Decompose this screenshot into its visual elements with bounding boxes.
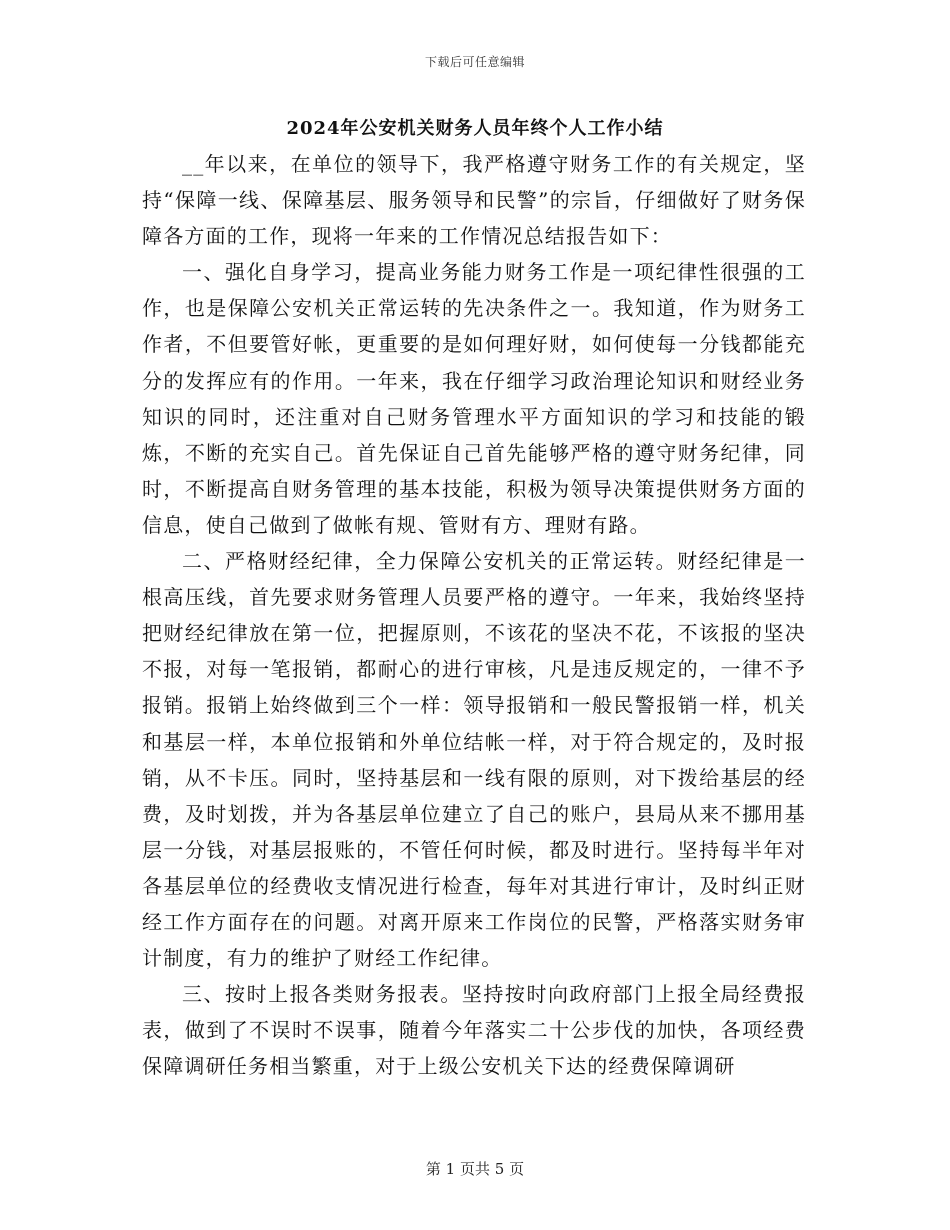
paragraph-section-1: 一、强化自身学习，提高业务能力财务工作是一项纪律性很强的工作，也是保障公安机关正常运转的先决条件之一。我知道，作为财务工作者，不但要管好帐，更重要的是如何理好财，如何使每一分钱都能充分的发挥应有的作用。一年来，我在仔细学习政治理论知识和财经业务知识的同时，还注重对自己财务管理水平方面知识的学习和技能的锻炼，不断的充实自己。首先保证自己首先能够严格的遵守财务纪律，同时，不断提高自财务管理的基本技能，积极为领导决策提供财务方面的信息，使自己做到了做帐有规、管财有方、理财有路。	[142, 260, 806, 537]
download-note: 下载后可任意编辑	[424, 55, 525, 69]
paragraph-intro: __年以来，在单位的领导下，我严格遵守财务工作的有关规定，坚持“保障一线、保障基层、服务领导和民警”的宗旨，仔细做好了财务保障各方面的工作，现将一年来的工作情况总结报告如下：	[142, 152, 806, 249]
paragraph-section-2: 二、严格财经纪律，全力保障公安机关的正常运转。财经纪律是一根高压线，首先要求财务管理人员要严格的遵守。一年来，我始终坚持把财经纪律放在第一位，把握原则，不该花的坚决不花，不该报的坚决不报，对每一笔报销，都耐心的进行审核，凡是违反规定的，一律不予报销。报销上始终做到三个一样：领导报销和一般民警报销一样，机关和基层一样，本单位报销和外单位结帐一样，对于符合规定的，及时报销，从不卡压。同时，坚持基层和一线有限的原则，对下拨给基层的经费，及时划拨，并为各基层单位建立了自己的账户，县局从来不挪用基层一分钱，对基层报账的，不管任何时候，都及时进行。坚持每半年对各基层单位的经费收支情况进行检查，每年对其进行审计，及时纠正财经工作方面存在的问题。对离开原来工作岗位的民警，严格落实财务审计制度，有力的维护了财经工作纪律。	[142, 549, 806, 971]
document-title: 2024年公安机关财务人员年终个人工作小结	[286, 118, 664, 139]
paragraph-section-3: 三、按时上报各类财务报表。坚持按时向政府部门上报全局经费报表，做到了不误时不误事，随着今年落实二十公步伐的加快，各项经费保障调研任务相当繁重，对于上级公安机关下达的经费保障调研	[142, 982, 806, 1079]
document-body	[142, 146, 806, 1084]
page-number: 第 1 页共 5 页	[425, 1160, 525, 1178]
